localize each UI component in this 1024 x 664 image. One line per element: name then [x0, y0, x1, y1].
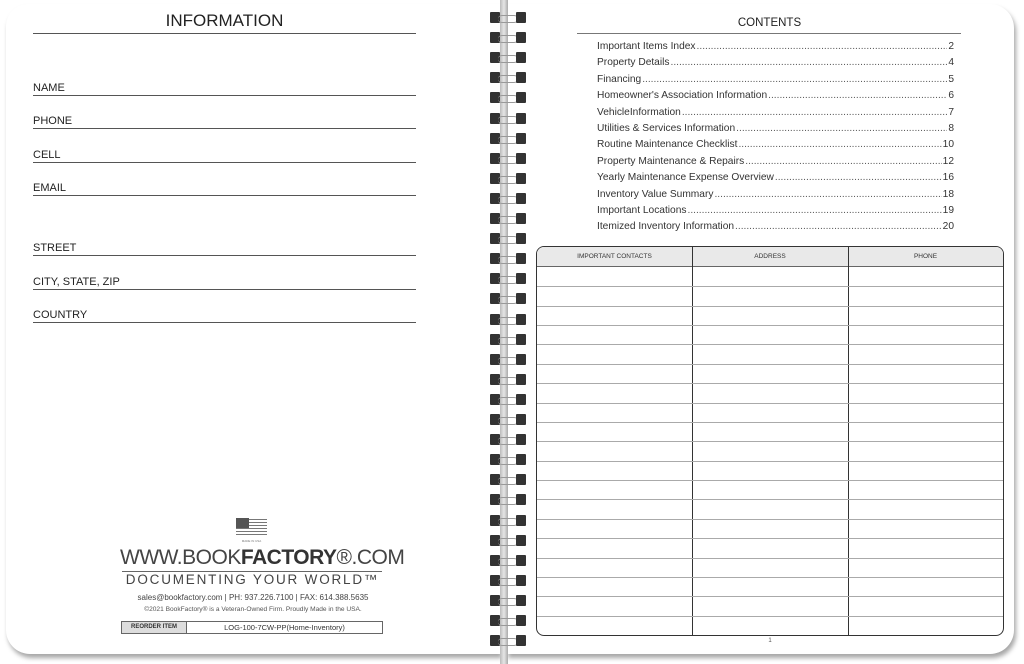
field-name-label: NAME — [33, 82, 65, 94]
field-street-line[interactable] — [33, 255, 416, 256]
toc-entry[interactable] — [597, 221, 954, 235]
brand-suffix: ®.COM — [336, 546, 405, 569]
toc-entry-page: 18 — [942, 188, 954, 200]
toc-entry-title: Important Locations — [597, 205, 687, 216]
spiral-ring — [486, 173, 530, 185]
page-number: 1 — [768, 638, 772, 644]
toc-entry-title: Property Maintenance & Repairs — [597, 155, 745, 167]
spiral-ring — [486, 273, 530, 285]
table-row-line[interactable] — [537, 596, 1003, 597]
information-title: INFORMATION — [165, 11, 284, 30]
toc-entry-page: 8 — [948, 123, 954, 134]
spiral-ring — [486, 153, 530, 165]
column-header-phone: PHONE — [848, 247, 1003, 267]
spiral-ring — [486, 454, 530, 466]
table-row-line[interactable] — [537, 344, 1003, 345]
table-row-line[interactable] — [537, 519, 1003, 520]
reorder-code: LOG-100-7CW-PP(Home-Inventory) — [224, 623, 345, 632]
field-city-state-zip-line[interactable] — [33, 289, 416, 290]
table-row-line[interactable] — [537, 306, 1003, 307]
spiral-ring — [486, 113, 530, 125]
toc-entry-page: 20 — [942, 221, 954, 233]
toc-entry-page: 4 — [948, 57, 954, 69]
spiral-ring — [486, 12, 530, 24]
reorder-box — [121, 621, 383, 634]
table-row-line[interactable] — [537, 325, 1003, 326]
toc-entry[interactable] — [597, 90, 954, 104]
column-header-important-contacts: IMPORTANT CONTACTS — [537, 247, 692, 267]
toc-entry-page: 19 — [942, 205, 954, 216]
table-row-line[interactable] — [537, 286, 1003, 287]
field-street-label: STREET — [33, 242, 77, 254]
toc-dot-leader — [682, 107, 948, 118]
contents-title: CONTENTS — [737, 17, 802, 29]
field-country-label: COUNTRY — [33, 309, 88, 321]
toc-entry-title: Property Details — [597, 57, 670, 69]
table-row-line[interactable] — [537, 499, 1003, 500]
spiral-ring — [486, 394, 530, 406]
spiral-ring — [486, 515, 530, 527]
reorder-label: REORDER ITEM — [122, 622, 187, 633]
toc-dot-leader — [768, 90, 947, 101]
spiral-ring — [486, 414, 530, 426]
table-row-line[interactable] — [537, 383, 1003, 384]
toc-entry-title: Itemized Inventory Information — [597, 221, 735, 233]
spiral-ring — [486, 434, 530, 446]
field-cell-line[interactable] — [33, 162, 416, 163]
toc-dot-leader — [670, 57, 947, 68]
toc-entry-page: 5 — [948, 73, 954, 85]
spiral-ring — [486, 72, 530, 84]
spiral-ring — [486, 92, 530, 104]
toc-dot-leader — [642, 74, 947, 85]
toc-dot-leader — [745, 156, 941, 167]
spiral-ring — [486, 555, 530, 567]
brand-bold: FACTORY — [240, 546, 337, 569]
spiral-binding — [486, 0, 530, 664]
toc-entry[interactable] — [597, 107, 954, 121]
toc-dot-leader — [697, 41, 948, 52]
spiral-ring — [486, 213, 530, 225]
field-country-line[interactable] — [33, 322, 416, 323]
table-row-line[interactable] — [537, 403, 1003, 404]
field-name-line[interactable] — [33, 95, 416, 96]
spiral-ring — [486, 52, 530, 64]
brand-tagline: DOCUMENTING YOUR WORLD™ — [125, 572, 380, 587]
table-row-line[interactable] — [537, 461, 1003, 462]
spiral-ring — [486, 535, 530, 547]
spiral-ring — [486, 635, 530, 647]
toc-dot-leader — [738, 139, 941, 150]
spiral-ring — [486, 293, 530, 305]
spiral-ring — [486, 474, 530, 486]
bookfactory-logo — [120, 546, 405, 570]
table-row-line[interactable] — [537, 364, 1003, 365]
table-row-line[interactable] — [537, 441, 1003, 442]
spiral-ring — [486, 233, 530, 245]
spiral-ring — [486, 32, 530, 44]
toc-dot-leader — [735, 221, 942, 232]
spiral-ring — [486, 133, 530, 145]
spiral-ring — [486, 253, 530, 265]
toc-entry[interactable] — [597, 156, 954, 170]
information-title-rule — [33, 33, 416, 34]
toc-entry[interactable] — [597, 57, 954, 71]
toc-entry-title: VehicleInformation — [597, 106, 681, 118]
spiral-ring — [486, 575, 530, 587]
toc-entry-title: Homeowner's Association Information — [597, 90, 768, 102]
us-flag-icon — [236, 518, 267, 537]
toc-entry[interactable] — [597, 205, 954, 219]
table-row-line[interactable] — [537, 538, 1003, 539]
spiral-ring — [486, 354, 530, 366]
spiral-ring — [486, 374, 530, 386]
table-row-line[interactable] — [537, 577, 1003, 578]
field-city-state-zip-label: CITY, STATE, ZIP — [33, 276, 120, 288]
toc-entry[interactable] — [597, 41, 954, 55]
table-row-line[interactable] — [537, 616, 1003, 617]
toc-entry[interactable] — [597, 123, 954, 137]
toc-entry-page: 16 — [942, 172, 954, 184]
toc-dot-leader — [736, 123, 947, 134]
spiral-ring — [486, 494, 530, 506]
toc-entry-page: 10 — [942, 139, 954, 151]
field-phone-label: PHONE — [33, 115, 73, 127]
toc-entry-page: 12 — [942, 155, 954, 167]
brand-prefix: WWW.BOOK — [120, 546, 241, 569]
toc-entry-page: 2 — [948, 41, 954, 52]
toc-entry[interactable] — [597, 172, 954, 186]
toc-dot-leader — [775, 172, 942, 183]
field-phone-line[interactable] — [33, 128, 416, 129]
table-row-line[interactable] — [537, 422, 1003, 423]
contents-title-rule — [577, 33, 961, 34]
spiral-ring — [486, 334, 530, 346]
toc-entry-title: Utilities & Services Information — [597, 123, 736, 134]
column-header-address: ADDRESS — [692, 247, 848, 267]
spiral-ring — [486, 314, 530, 326]
table-row-line[interactable] — [537, 558, 1003, 559]
important-contacts-table — [536, 246, 1004, 636]
field-email-line[interactable] — [33, 195, 416, 196]
contact-info: sales@bookfactory.com | PH: 937.226.7100 | FAX: 614.388.5635 — [137, 593, 369, 602]
toc-entry-title: Inventory Value Summary — [597, 188, 714, 200]
copyright-text: ©2021 BookFactory® is a Veteran-Owned Firm. Proudly Made in the USA. — [144, 606, 362, 613]
toc-entry-page: 6 — [948, 90, 954, 102]
toc-entry[interactable] — [597, 139, 954, 153]
toc-entry[interactable] — [597, 189, 954, 203]
toc-dot-leader — [687, 205, 941, 216]
field-cell-label: CELL — [33, 149, 61, 161]
spiral-ring — [486, 615, 530, 627]
toc-entry-title: Important Items Index — [597, 41, 696, 52]
toc-entry-title: Yearly Maintenance Expense Overview — [597, 172, 774, 184]
toc-entry-title: Financing — [597, 73, 642, 85]
field-email-label: EMAIL — [33, 182, 67, 194]
toc-entry-page: 7 — [948, 106, 954, 118]
table-row-line[interactable] — [537, 480, 1003, 481]
toc-dot-leader — [714, 189, 941, 200]
made-in-usa-caption: MADE IN USA — [241, 539, 262, 543]
toc-entry-title: Routine Maintenance Checklist — [597, 139, 738, 151]
spiral-ring — [486, 193, 530, 205]
spiral-ring — [486, 595, 530, 607]
toc-entry[interactable] — [597, 74, 954, 88]
